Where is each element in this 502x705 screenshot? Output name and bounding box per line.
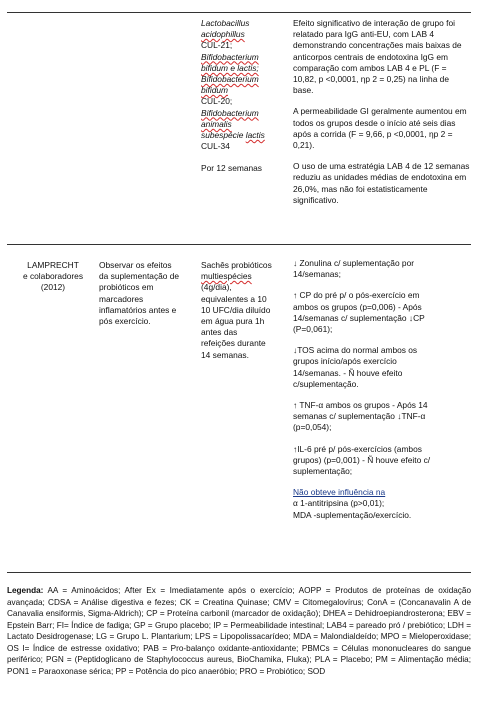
row2-result-block <box>293 290 471 335</box>
strain-line: CUL-21; <box>201 40 233 51</box>
row1-result-paragraph: A permeabilidade GI geralmente aumentou em todos os grupos desde o início até seis dias após a corrida (F = 9,66, p <0,0001, ηp 2 = 0,21). <box>293 106 467 151</box>
intervention-line: 10 UFC/dia diluído <box>201 304 271 315</box>
result-line: suplementação; <box>293 466 353 477</box>
strain-line: Bifidobacterium <box>201 51 259 62</box>
strain-line: Bifidobacterium <box>201 74 259 85</box>
strain-line: acidophillus <box>201 29 245 40</box>
row1-results-cell <box>293 18 471 216</box>
result-line: ↓ Zonulina c/ suplementação por <box>293 258 415 268</box>
row1-strains-cell <box>201 18 286 175</box>
result-line: MDA -suplementação/exercício. <box>293 509 412 520</box>
objective-line: probióticos em <box>99 282 154 293</box>
strain-line: CUL-20; <box>201 96 233 107</box>
strain-line: CUL-34 <box>201 141 230 152</box>
row2-result-block <box>293 345 471 390</box>
intervention-line: Sachês probióticos <box>201 260 272 270</box>
row1-result-paragraph: O uso de uma estratégia LAB 4 de 12 semanas reduziu as unidades médias de endotoxina em 26,0%, mas não foi estatisticamente significativo. <box>293 161 470 205</box>
row2-result-block <box>293 444 471 478</box>
legend-label: Legenda: <box>7 586 44 595</box>
result-line: Não obteve influência na <box>293 487 386 498</box>
result-line: 14/semanas; <box>293 269 341 280</box>
legend-text: AA = Aminoácidos; After Ex = Imediatamente após o exercício; AOPP = Produtos de proteínas de oxidação avançada; CDSA = Análise digestiva e fezes; CK = Creatina Quinase; CMV = Citomegalovírus; ConA = (Concanavalin A de Canavalia ensiformis, Sigma-Aldrich); CP = Proteína carbonil (marcador de oxidação); DHEA = Dehidroepiandrosterona; EBV = Epstein Barr; FI= Índice de fadiga; GP = Grupo placebo; IP = Permeabilidade intestinal; LAB4 = pareado pró / prebiótico; LDH = Lactato Desidrogenase; LG = Grupo L. Plantarium; LPS = Lipopolissacarídeo; MDA = Malondialdeído; MPO = Mieloperoxidase; OS I= Índice de estresse oxidativo; PAB = Pro-balanço oxidante-antioxidante; PBMCs = Células mononucleares do sangue periférico; PGN = (Peptidoglicano de Staphylococcus aureus, BioChamika, Fluka); PLA = Placebo; PM = Alimentação média; PON1 = Paraoxonase sérica; PP = Potência do pico anaeróbio; PRO = Probiótico; SOD <box>7 586 471 676</box>
table-row-divider <box>7 244 471 245</box>
intervention-line: (4g/dia), <box>201 282 232 293</box>
result-line: c/suplementação. <box>293 378 359 389</box>
result-line: ↓TOS acima do normal ambos os <box>293 345 418 356</box>
result-line: ↑IL-6 pré p/ pós-exercícios (ambos <box>293 443 422 454</box>
result-line: (p=0,054); <box>293 422 332 433</box>
intervention-line: 14 semanas. <box>201 349 249 360</box>
result-line: α 1-antitripsina (p>0,01); <box>293 498 385 509</box>
result-line: (P=0,061); <box>293 324 333 335</box>
strain-line: subespécie lactis <box>201 130 265 141</box>
result-line: grupos) (p=0,001) - Ñ houve efeito c/ <box>293 454 431 465</box>
strain-line: Lactobacillus <box>201 18 250 28</box>
intervention-line: refeições durante <box>201 338 266 349</box>
author-line: (2012) <box>40 282 66 293</box>
objective-line: marcadores <box>99 293 144 304</box>
objective-line: da suplementação de <box>99 271 180 282</box>
intervention-line: antes das <box>201 327 238 338</box>
strain-line: bifidum e lactis; <box>201 62 259 73</box>
row2-result-block <box>293 487 471 521</box>
row2-result-block <box>293 400 471 434</box>
intervention-line: em água pura 1h <box>201 316 265 327</box>
objective-line: Observar os efeitos <box>99 260 172 270</box>
author-line: e colaboradores <box>22 271 84 282</box>
author-line: LAMPRECHT <box>27 260 79 270</box>
result-line: 14/semanas. - Ñ houve efeito <box>293 367 403 378</box>
result-line: semanas c/ suplementação ↓TNF-α <box>293 411 426 422</box>
strain-lactis-word: lactis <box>245 130 265 141</box>
row2-results-cell <box>293 258 471 531</box>
row1-result-paragraph: Efeito significativo de interação de grupo foi relatado para IgG anti-EU, com LAB 4 demonstrando concentrações mais baixas de anticorpos centrais de endotoxina IgG em comparação com ambos LAB 4 e PL (F = 10,82, p <0,0001, ηp 2 = 0,25) na linha de base. <box>293 18 462 96</box>
row2-author-cell <box>12 260 94 294</box>
table-top-rule <box>7 12 471 13</box>
row1-duration: Por 12 semanas <box>201 163 262 174</box>
result-line: ↑ TNF-α ambos os grupos - Após 14 <box>293 400 428 411</box>
intervention-line: multiespécies <box>201 271 252 282</box>
result-line: ambos os grupos (p=0,006) - Após <box>293 301 422 312</box>
row2-result-block <box>293 258 471 280</box>
intervention-line: equivalentes a 10 <box>201 293 267 304</box>
abbreviation-legend <box>7 585 471 677</box>
strain-line: bifidum <box>201 85 228 96</box>
objective-line: pós exercício. <box>99 316 151 327</box>
row2-objective-cell <box>99 260 195 327</box>
result-line: grupos início/após exercício <box>293 356 397 367</box>
objective-line: inflamatórios antes e <box>99 304 177 315</box>
strain-line: animalis <box>201 118 232 129</box>
row2-intervention-cell <box>201 260 287 361</box>
result-line: 14/semanas c/ suplementação ↓CP <box>293 312 425 323</box>
strain-line: Bifidobacterium <box>201 107 259 118</box>
table-bottom-rule <box>7 572 471 573</box>
result-line: ↑ CP do pré p/ o pós-exercício em <box>293 290 420 301</box>
